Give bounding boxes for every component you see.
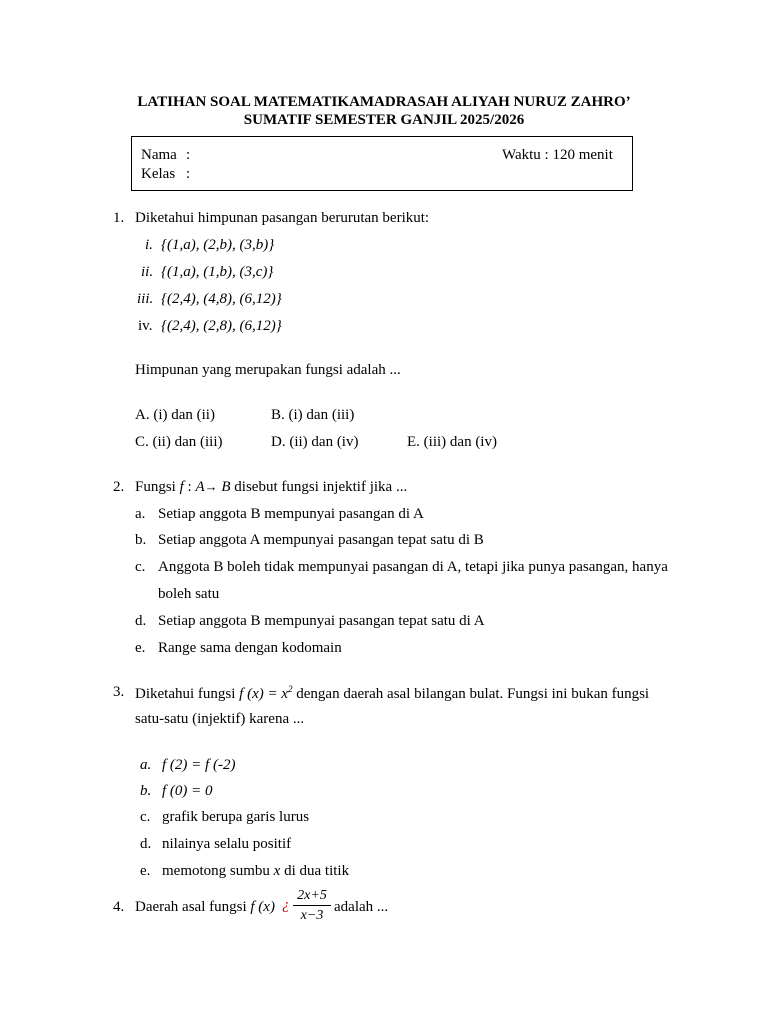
q2-option-text: Setiap anggota A mempunyai pasangan tepat satu di B bbox=[158, 532, 484, 548]
q4-number: 4. bbox=[113, 899, 125, 915]
q4-stem-end: adalah ... bbox=[334, 899, 389, 915]
q2-option-text: boleh satu bbox=[158, 586, 220, 602]
q1-item-text: {(2,4), (2,8), (6,12)} bbox=[161, 318, 282, 334]
q2-option-label: b. bbox=[135, 532, 147, 548]
q2-option-text: Setiap anggota B mempunyai pasangan di A bbox=[158, 506, 424, 522]
q3-option-label: b. bbox=[140, 783, 152, 799]
q4-fraction bbox=[293, 887, 331, 924]
q1-question: Himpunan yang merupakan fungsi adalah ... bbox=[135, 362, 401, 378]
q2-number: 2. bbox=[113, 479, 125, 495]
kelas-colon: : bbox=[186, 166, 191, 182]
q4-numerator: 2x+5 bbox=[293, 887, 331, 906]
q3-option-text: memotong sumbu x di dua titik bbox=[162, 863, 350, 879]
q1-item-text: {(1,a), (2,b), (3,b)} bbox=[161, 237, 275, 253]
q2-option-label: e. bbox=[135, 640, 146, 656]
q2-option-label: c. bbox=[135, 559, 146, 575]
q4-stem: Daerah asal fungsi f (x) bbox=[135, 899, 275, 915]
q1-option: D. (ii) dan (iv) bbox=[271, 434, 359, 450]
q1-item-text: {(2,4), (4,8), (6,12)} bbox=[161, 291, 282, 307]
q3-option-text: grafik berupa garis lurus bbox=[162, 809, 310, 825]
q3-option-text: f (2) = f (-2) bbox=[162, 757, 236, 773]
q2-option-text: Setiap anggota B mempunyai pasangan tepat satu di A bbox=[158, 613, 485, 629]
q1-option: E. (iii) dan (iv) bbox=[407, 434, 497, 450]
page-title: LATIHAN SOAL MATEMATIKAMADRASAH ALIYAH NURUZ ZAHRO’ bbox=[137, 94, 631, 110]
q4-placeholder-glyph: ¿ bbox=[282, 897, 290, 913]
q3-option-label: c. bbox=[140, 809, 151, 825]
kelas-label: Kelas bbox=[141, 166, 176, 182]
q2-option-text: Range sama dengan kodomain bbox=[158, 640, 342, 656]
q1-item-label: ii. bbox=[141, 264, 154, 280]
q3-option-text: f (0) = 0 bbox=[162, 783, 213, 799]
q1-option: C. (ii) dan (iii) bbox=[135, 434, 223, 450]
q3-option-text: nilainya selalu positif bbox=[162, 836, 292, 852]
q1-item-label: iv. bbox=[138, 318, 153, 334]
q3-option-label: a. bbox=[140, 757, 152, 773]
q4-denominator: x−3 bbox=[300, 908, 324, 923]
q1-option: A. (i) dan (ii) bbox=[135, 407, 215, 423]
q1-item-text: {(1,a), (1,b), (3,c)} bbox=[161, 264, 274, 280]
q1-option: B. (i) dan (iii) bbox=[271, 407, 355, 423]
q2-option-text: Anggota B boleh tidak mempunyai pasangan di A, tetapi jika punya pasangan, hanya bbox=[158, 559, 668, 575]
q1-stem: Diketahui himpunan pasangan berurutan berikut: bbox=[135, 210, 430, 226]
q3-number: 3. bbox=[113, 684, 125, 700]
q3-stem-line2: satu-satu (injektif) karena ... bbox=[135, 711, 305, 727]
q2-option-label: d. bbox=[135, 613, 147, 629]
q3-option-label: e. bbox=[140, 863, 151, 879]
q2-stem: Fungsi f : A→ B disebut fungsi injektif jika ... bbox=[135, 479, 408, 495]
nama-label: Nama bbox=[141, 147, 177, 163]
q2-option-label: a. bbox=[135, 506, 146, 522]
waktu-label: Waktu : 120 menit bbox=[502, 147, 613, 163]
q3-stem: Diketahui fungsi f $(x) = x^2$ dengan daerah asal bilangan bulat. Fungsi ini bukan fungsi bbox=[135, 684, 650, 702]
q1-item-label: iii. bbox=[137, 291, 154, 307]
q1-item-label: i. bbox=[145, 237, 153, 253]
page-subtitle: SUMATIF SEMESTER GANJIL 2025/2026 bbox=[243, 112, 525, 128]
nama-colon: : bbox=[186, 147, 191, 163]
q3-option-label: d. bbox=[140, 836, 152, 852]
q1-number: 1. bbox=[113, 210, 125, 226]
